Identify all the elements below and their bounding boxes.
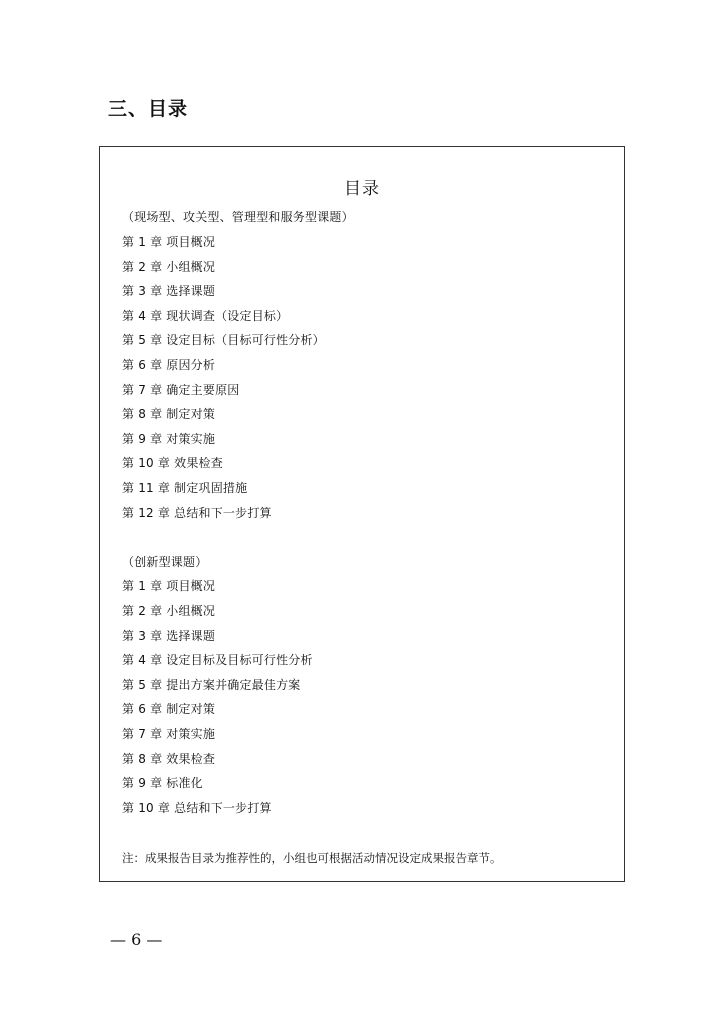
toc-item: 第 8 章 效果检查 bbox=[122, 752, 216, 766]
toc-item: 第 4 章 现状调查（设定目标） bbox=[122, 309, 289, 323]
group2-heading: （创新型课题） bbox=[122, 555, 208, 569]
toc-item: 第 3 章 选择课题 bbox=[122, 629, 216, 643]
toc-item: 第 10 章 总结和下一步打算 bbox=[122, 801, 272, 815]
toc-item: 第 7 章 对策实施 bbox=[122, 727, 216, 741]
toc-item: 第 8 章 制定对策 bbox=[122, 407, 216, 421]
toc-item: 第 6 章 制定对策 bbox=[122, 702, 216, 716]
toc-item: 第 2 章 小组概况 bbox=[122, 604, 216, 618]
toc-item: 第 11 章 制定巩固措施 bbox=[122, 481, 248, 495]
toc-item: 第 12 章 总结和下一步打算 bbox=[122, 506, 272, 520]
page-number: — 6 — bbox=[110, 930, 163, 949]
toc-item: 第 3 章 选择课题 bbox=[122, 284, 216, 298]
toc-note: 注：成果报告目录为推荐性的，小组也可根据活动情况设定成果报告章节。 bbox=[122, 851, 502, 865]
toc-box bbox=[99, 146, 625, 882]
toc-item: 第 7 章 确定主要原因 bbox=[122, 383, 240, 397]
toc-item: 第 1 章 项目概况 bbox=[122, 235, 216, 249]
group1-heading: （现场型、攻关型、管理型和服务型课题） bbox=[122, 210, 354, 224]
toc-item: 第 2 章 小组概况 bbox=[122, 260, 216, 274]
toc-item: 第 5 章 提出方案并确定最佳方案 bbox=[122, 678, 301, 692]
toc-item: 第 9 章 对策实施 bbox=[122, 432, 216, 446]
section-heading: 三、目录 bbox=[108, 98, 189, 120]
toc-item: 第 6 章 原因分析 bbox=[122, 358, 216, 372]
toc-item: 第 5 章 设定目标（目标可行性分析） bbox=[122, 333, 325, 347]
toc-item: 第 4 章 设定目标及目标可行性分析 bbox=[122, 653, 313, 667]
toc-item: 第 10 章 效果检查 bbox=[122, 456, 223, 470]
toc-item: 第 1 章 项目概况 bbox=[122, 579, 216, 593]
toc-title: 目录 bbox=[344, 179, 380, 199]
toc-item: 第 9 章 标准化 bbox=[122, 776, 203, 790]
